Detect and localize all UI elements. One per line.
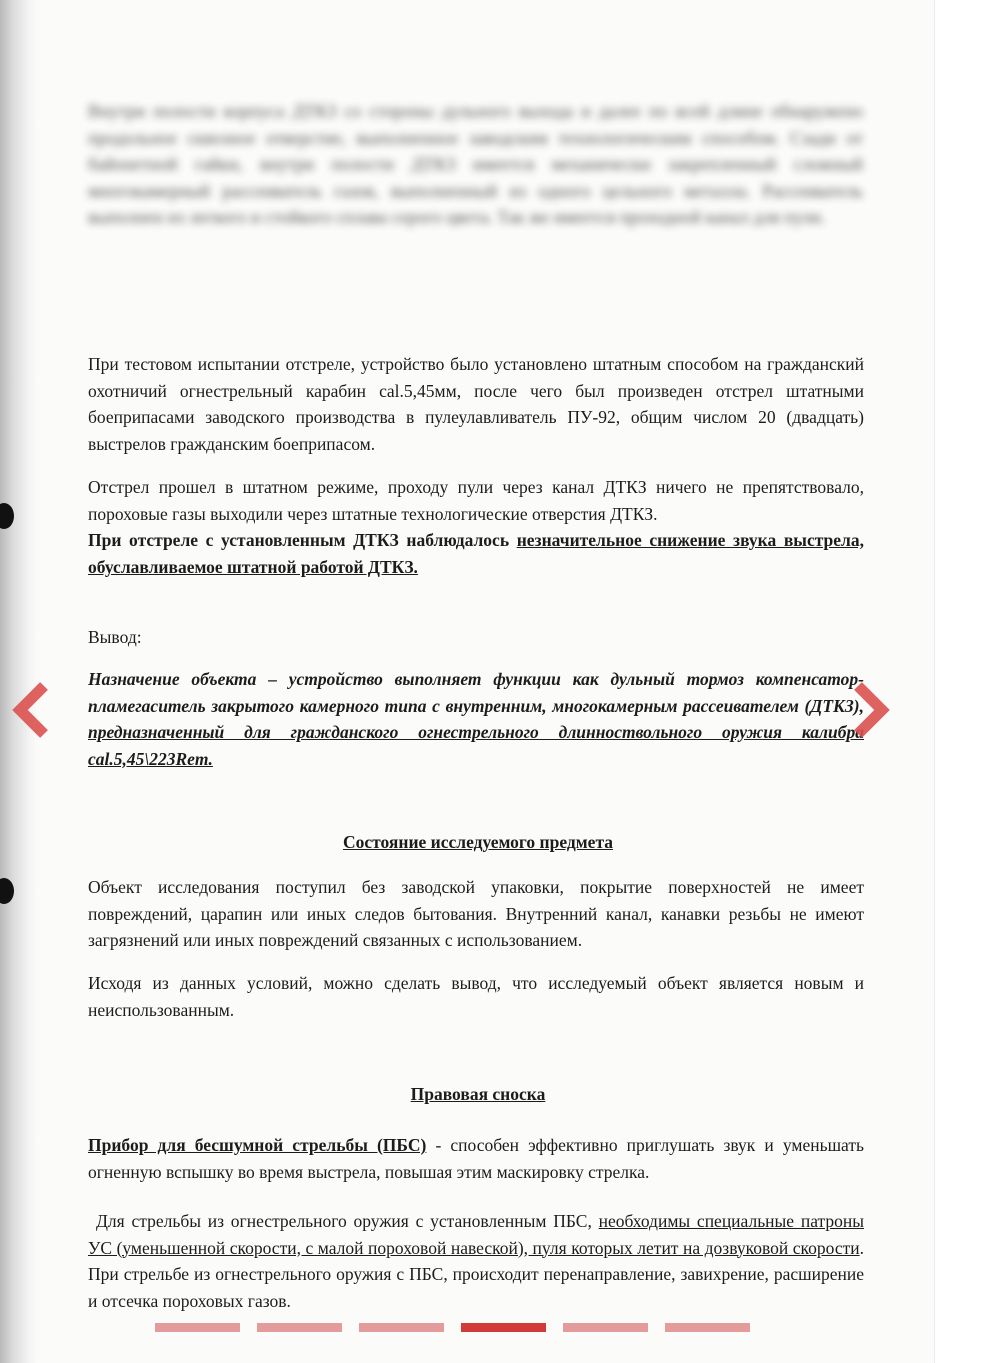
- chevron-right-icon: [850, 682, 890, 738]
- paragraph-object-conclusion: Исходя из данных условий, можно сделать вывод, что исследуемый объект является новым и неиспользованным.: [88, 973, 864, 1020]
- page-indicator-4-active[interactable]: [461, 1323, 546, 1332]
- pbs-definition-text: - способен эффективно приглушать звук и уменьшать огненную вспышку во время выстрела, повышая этим маскировку стрелка.: [88, 1135, 865, 1182]
- conclusion-text: устройство выполняет функции как дульный тормоз компенсатор-пламегаситель закрытого камерного типа с внутренним, многокамерным рассеивателем (ДТКЗ),: [88, 669, 864, 716]
- section-heading-state: Состояние исследуемого предмета: [342, 832, 614, 852]
- next-page-button[interactable]: [850, 682, 890, 738]
- observation-underlined: незначительное снижение звука выстрела, обуславливаемое штатной работой ДТКЗ.: [88, 530, 864, 577]
- chevron-left-icon: [12, 682, 52, 738]
- page-indicator-6[interactable]: [665, 1323, 750, 1332]
- page-indicator-3[interactable]: [359, 1323, 444, 1332]
- page-indicator-1[interactable]: [155, 1323, 240, 1332]
- page-indicator: [155, 1323, 750, 1332]
- pbs-ammo-start: Для стрельбы из огнестрельного оружия с установленным ПБС,: [96, 1211, 599, 1231]
- conclusion-label: Вывод:: [88, 627, 142, 647]
- page-indicator-5[interactable]: [563, 1323, 648, 1332]
- paragraph-object-state: Объект исследования поступил без заводской упаковки, покрытие поверхностей не имеет повреждений, царапин или иных следов бытования. Внутренний канал, канавки резьбы не имеют загрязнений или иных повреждений связанных с использованием.: [88, 877, 864, 950]
- paragraph-test-shooting: При тестовом испытании отстреле, устройство было установлено штатным способом на гражданский охотничий огнестрельный карабин cal.5,45мм, после чего был произведен отстрел штатными боеприпасами заводского производства в пулеулавливатель ПУ-92, общим числом 20 (двадцать) выстрелов гражданским боеприпасом.: [88, 354, 864, 454]
- paragraph-pbs-definition: [88, 1132, 864, 1185]
- paragraph-text: Отстрел прошел в штатном режиме, проходу пули через канал ДТКЗ ничего не препятствовало, пороховые газы выходили через штатные технологические отверстия ДТКЗ.: [88, 477, 864, 524]
- conclusion-underlined: предназначенный для гражданского огнестрельного длинноствольного оружия калибра cal.5,45\223Rem.: [88, 722, 864, 769]
- paragraph-shooting-result: [88, 474, 864, 580]
- prev-page-button[interactable]: [12, 682, 52, 738]
- pbs-term: Прибор для бесшумной стрельбы (ПБС): [88, 1135, 427, 1155]
- pbs-ammo-underlined: необходимы специальные патроны УС (уменьшенной скорости, с малой пороховой навеской), пуля которых летит на дозвуковой скорости: [88, 1211, 865, 1258]
- page-indicator-2[interactable]: [257, 1323, 342, 1332]
- pbs-ammo-end: . При стрельбе из огнестрельного оружия с ПБС, происходит перенаправление, завихрение, расширение и отсечка пороховых газов.: [88, 1237, 864, 1311]
- section-heading-legal: Правовая сноска: [410, 1084, 546, 1104]
- paragraph-pbs-ammo: [88, 1208, 864, 1314]
- observation-text: При отстреле с установленным ДТКЗ наблюдалось: [88, 530, 517, 550]
- conclusion-lead: Назначение объекта –: [88, 669, 289, 689]
- redacted-paragraph: Внутри полости корпуса ДТКЗ со стороны дульного выхода и далее по всей длине обнаружено продольное сквозное отверстие, выполненное заводским технологическим способом. Сзади от байонетной гайки, внутри полости ДТКЗ имеется механически закрепленный сложный многокамерный рассеиватель газов, выполненный из одного цельного металла. Рассеиватель выполнен из легкого и стойкого сплава серого цвета. Так же имеется проходной канал для пули.: [88, 101, 863, 227]
- conclusion-paragraph: [88, 666, 864, 772]
- page-edge: [934, 0, 1000, 1363]
